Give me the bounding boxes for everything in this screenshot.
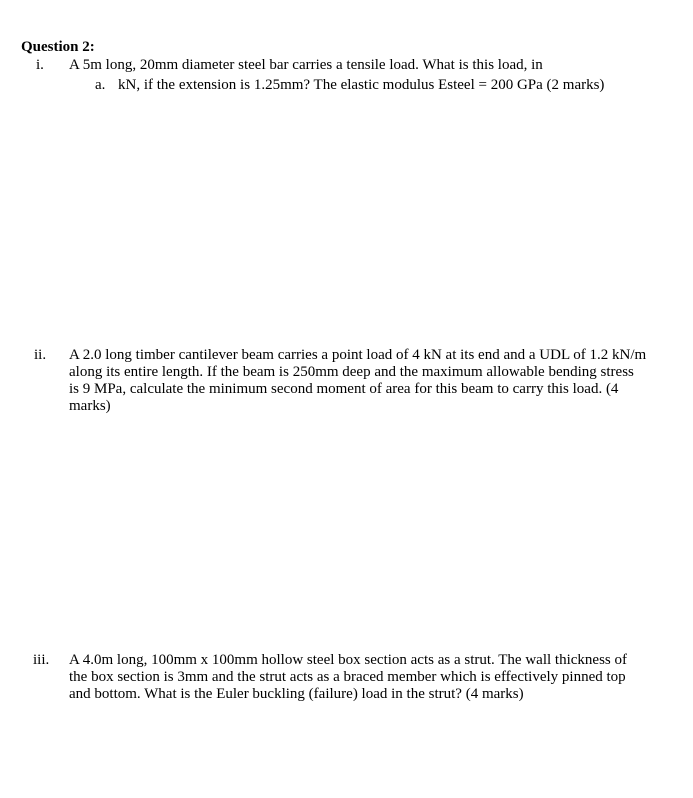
part-number: ii. <box>34 347 47 363</box>
part-text: A 4.0m long, 100mm x 100mm hollow steel box section acts as a strut. The wall thickness of the box section is 3mm and the strut acts as a braced member which is effectively pinned top and bottom. What is the Euler buckling (failure) load in the strut? (4 marks) <box>69 652 627 702</box>
sub-part-text: kN, if the extension is 1.25mm? The elastic modulus Esteel = 200 GPa (2 marks) <box>118 77 605 93</box>
part-number: iii. <box>33 652 50 668</box>
part-text: A 2.0 long timber cantilever beam carries a point load of 4 kN at its end and a UDL of 1.2 kN/m along its entire length. If the beam is 250mm deep and the maximum allowable bending stress is 9 MPa, calculate the minimum second moment of area for this beam to carry this load. (4 marks) <box>69 347 647 414</box>
question-heading: Question 2: <box>21 39 95 55</box>
sub-part-letter: a. <box>95 77 106 93</box>
part-text: A 5m long, 20mm diameter steel bar carries a tensile load. What is this load, in <box>69 57 543 73</box>
part-number: i. <box>36 57 44 73</box>
